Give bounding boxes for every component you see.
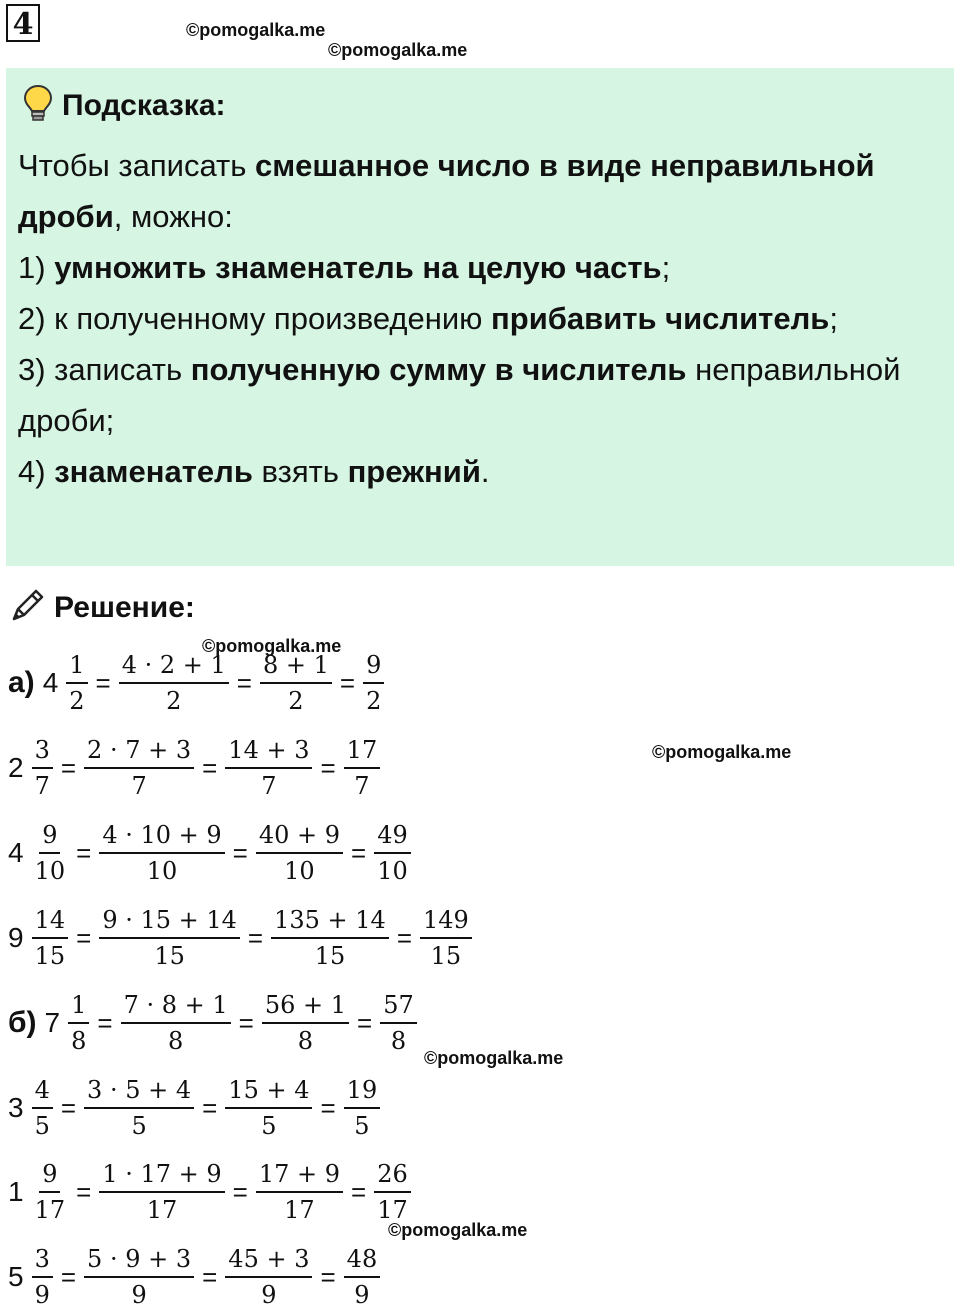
numerator: 49 xyxy=(374,818,411,854)
numerator: 4 · 10 + 9 xyxy=(99,818,224,854)
expanded-fraction xyxy=(121,988,231,1058)
equals-sign: = xyxy=(351,1176,367,1207)
numerator: 1 xyxy=(66,648,87,684)
denominator: 8 xyxy=(167,1027,184,1055)
hint-box xyxy=(6,68,954,566)
sum-fraction xyxy=(262,988,349,1058)
result-fraction xyxy=(363,648,384,718)
numerator: 26 xyxy=(374,1157,411,1193)
numerator: 17 + 9 xyxy=(256,1157,343,1193)
denominator: 17 xyxy=(284,1196,315,1224)
sum-fraction xyxy=(260,648,332,718)
hint-step-1: 1) умножить знаменатель на целую часть; xyxy=(18,250,671,285)
numerator: 135 + 14 xyxy=(271,903,389,939)
denominator: 2 xyxy=(69,687,85,715)
watermark: ©pomogalka.me xyxy=(186,20,326,40)
equation-row xyxy=(8,903,476,973)
part-label: б) xyxy=(8,1006,37,1039)
numerator: 45 + 3 xyxy=(225,1242,312,1278)
numerator: 8 + 1 xyxy=(260,648,332,684)
numerator: 9 xyxy=(363,648,384,684)
denominator: 9 xyxy=(354,1281,370,1309)
denominator: 8 xyxy=(390,1027,407,1055)
denominator: 17 xyxy=(34,1196,66,1224)
denominator: 7 xyxy=(34,772,50,800)
numerator: 14 + 3 xyxy=(225,733,312,769)
mixed-fraction xyxy=(32,1157,69,1227)
equals-sign: = xyxy=(60,1261,77,1292)
numerator: 5 · 9 + 3 xyxy=(84,1242,194,1278)
watermark: ©pomogalka.me xyxy=(652,742,792,762)
part-label: а) xyxy=(8,666,35,699)
hint-text xyxy=(18,140,938,497)
whole-part: 9 xyxy=(8,922,24,953)
numerator: 4 · 2 + 1 xyxy=(119,648,229,684)
watermark: ©pomogalka.me xyxy=(328,40,468,60)
hint-step-4: 4) знаменатель взять прежний. xyxy=(18,454,490,489)
numerator: 7 · 8 + 1 xyxy=(121,988,231,1024)
denominator: 17 xyxy=(146,1196,178,1224)
hint-step-2: 2) к полученному произведению прибавить числитель; xyxy=(18,301,838,336)
numerator: 2 · 7 + 3 xyxy=(84,733,194,769)
denominator: 17 xyxy=(377,1196,408,1224)
sum-fraction xyxy=(271,903,389,973)
equation-row xyxy=(8,818,415,888)
equals-sign: = xyxy=(236,667,252,698)
result-fraction xyxy=(420,903,472,973)
whole-part: 1 xyxy=(8,1176,24,1207)
denominator: 15 xyxy=(314,942,346,970)
equation-row xyxy=(8,733,384,803)
equals-sign: = xyxy=(320,1092,336,1123)
equation-row xyxy=(8,648,388,718)
mixed-fraction xyxy=(32,818,69,888)
equals-sign: = xyxy=(97,1007,113,1038)
whole-part: 2 xyxy=(8,752,24,783)
sum-fraction xyxy=(225,1242,312,1312)
expanded-fraction xyxy=(84,733,194,803)
equals-sign: = xyxy=(76,837,92,868)
mixed-fraction xyxy=(32,903,69,973)
result-fraction xyxy=(344,733,381,803)
numerator: 14 xyxy=(32,903,69,939)
numerator: 3 xyxy=(32,1242,53,1278)
expanded-fraction xyxy=(84,1073,194,1143)
equals-sign: = xyxy=(202,1092,218,1123)
numerator: 56 + 1 xyxy=(262,988,349,1024)
sum-fraction xyxy=(225,1073,312,1143)
numerator: 3 · 5 + 4 xyxy=(84,1073,194,1109)
numerator: 1 · 17 + 9 xyxy=(99,1157,224,1193)
denominator: 10 xyxy=(284,857,315,885)
result-fraction xyxy=(344,1242,381,1312)
denominator: 15 xyxy=(34,942,66,970)
numerator: 1 xyxy=(68,988,89,1024)
denominator: 9 xyxy=(34,1281,50,1309)
equals-sign: = xyxy=(320,752,336,783)
numerator: 9 xyxy=(39,818,60,854)
equals-sign: = xyxy=(60,752,77,783)
numerator: 57 xyxy=(380,988,417,1024)
hint-paragraph: Чтобы записать смешанное число в виде неправильной дроби, можно: xyxy=(18,148,875,234)
equals-sign: = xyxy=(202,1261,218,1292)
denominator: 9 xyxy=(261,1281,277,1309)
mixed-fraction xyxy=(32,733,53,803)
watermark: ©pomogalka.me xyxy=(424,1048,564,1068)
denominator: 15 xyxy=(154,942,185,970)
whole-part: 4 xyxy=(42,667,59,698)
expanded-fraction xyxy=(99,818,224,888)
numerator: 48 xyxy=(344,1242,381,1278)
numerator: 9 · 15 + 14 xyxy=(99,903,240,939)
hint-title: Подсказка: xyxy=(62,88,226,122)
result-fraction xyxy=(380,988,417,1058)
denominator: 10 xyxy=(34,857,66,885)
equals-sign: = xyxy=(351,837,367,868)
denominator: 10 xyxy=(146,857,178,885)
denominator: 5 xyxy=(131,1112,147,1140)
numerator: 19 xyxy=(344,1073,381,1109)
equals-sign: = xyxy=(95,667,111,698)
result-fraction xyxy=(374,818,411,888)
result-fraction xyxy=(344,1073,381,1143)
denominator: 8 xyxy=(297,1027,314,1055)
equals-sign: = xyxy=(247,922,264,953)
equals-sign: = xyxy=(238,1007,254,1038)
equals-sign: = xyxy=(232,837,248,868)
numerator: 9 xyxy=(39,1157,60,1193)
mixed-fraction xyxy=(32,1242,53,1312)
whole-part: 7 xyxy=(44,1007,61,1038)
solution-header xyxy=(8,585,195,630)
denominator: 5 xyxy=(34,1112,50,1140)
denominator: 9 xyxy=(131,1281,147,1309)
denominator: 5 xyxy=(354,1112,370,1140)
denominator: 2 xyxy=(166,687,182,715)
whole-part: 4 xyxy=(8,837,24,868)
lightbulb-icon xyxy=(22,84,54,127)
expanded-fraction xyxy=(99,903,240,973)
denominator: 5 xyxy=(261,1112,277,1140)
denominator: 7 xyxy=(131,772,147,800)
mixed-fraction xyxy=(32,1073,53,1143)
equation-row xyxy=(8,1242,384,1312)
equals-sign: = xyxy=(60,1092,77,1123)
solution-title: Решение: xyxy=(54,590,195,624)
mixed-fraction xyxy=(68,988,89,1058)
equation-row xyxy=(8,1073,384,1143)
numerator: 15 + 4 xyxy=(225,1073,312,1109)
equation-row xyxy=(8,988,421,1058)
hint-header xyxy=(22,84,226,127)
numerator: 40 + 9 xyxy=(256,818,343,854)
whole-part: 3 xyxy=(8,1092,24,1123)
denominator: 15 xyxy=(430,942,462,970)
sum-fraction xyxy=(256,818,343,888)
numerator: 4 xyxy=(32,1073,53,1109)
expanded-fraction xyxy=(99,1157,224,1227)
denominator: 10 xyxy=(377,857,408,885)
denominator: 2 xyxy=(288,687,304,715)
mixed-fraction xyxy=(66,648,87,718)
denominator: 8 xyxy=(71,1027,87,1055)
equals-sign: = xyxy=(320,1261,336,1292)
equals-sign: = xyxy=(339,667,356,698)
denominator: 7 xyxy=(354,772,370,800)
equals-sign: = xyxy=(202,752,218,783)
watermark: ©pomogalka.me xyxy=(388,1220,528,1240)
equals-sign: = xyxy=(357,1007,373,1038)
sum-fraction xyxy=(225,733,312,803)
sum-fraction xyxy=(256,1157,343,1227)
numerator: 17 xyxy=(344,733,381,769)
denominator: 7 xyxy=(261,772,277,800)
equals-sign: = xyxy=(76,1176,92,1207)
numerator: 3 xyxy=(32,733,53,769)
watermark: ©pomogalka.me xyxy=(202,636,342,656)
numerator: 149 xyxy=(420,903,472,939)
denominator: 2 xyxy=(366,687,382,715)
equation-row xyxy=(8,1157,415,1227)
task-number: 4 xyxy=(6,4,40,42)
equals-sign: = xyxy=(232,1176,248,1207)
expanded-fraction xyxy=(119,648,229,718)
whole-part: 5 xyxy=(8,1261,24,1292)
equals-sign: = xyxy=(76,922,92,953)
result-fraction xyxy=(374,1157,411,1227)
expanded-fraction xyxy=(84,1242,194,1312)
hint-step-3: 3) записать полученную сумму в числитель неправильной дроби; xyxy=(18,352,901,438)
pencil-icon xyxy=(8,585,48,630)
equals-sign: = xyxy=(396,922,413,953)
